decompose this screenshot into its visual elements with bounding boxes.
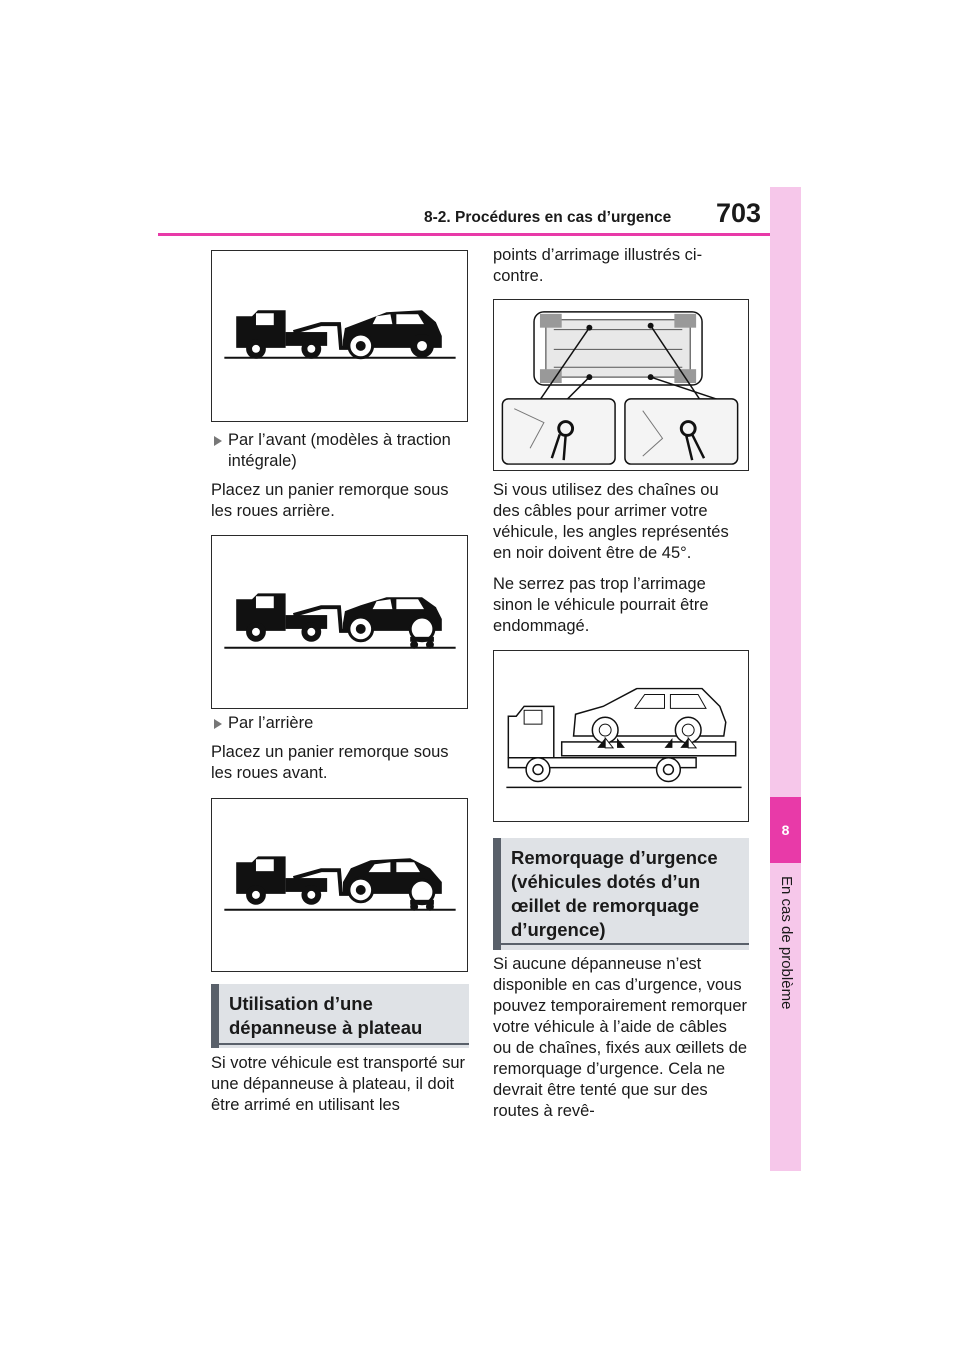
section-heading-rule (211, 1043, 469, 1045)
header-rule (158, 233, 770, 236)
section-heading-flatbed: Utilisation d’une dépanneuse à plateau (211, 984, 469, 1048)
text-emergency-towing: Si aucune dépanneuse n’est disponible en cas d’urgence, vous pouvez temporairement remorquer votre véhicule à l’aide de câbles ou de chaînes, fixés aux œillets de remorquage d’urgence. Cela ne devrait être tenté que sur des routes à revê- (493, 955, 748, 1120)
bullet-front-tow: Par l’avant (modèles à traction intégrale) (212, 430, 467, 472)
section-heading-rule-right (493, 943, 749, 945)
chapter-title-text: En cas de problème (778, 876, 795, 1010)
page-number: 703 (716, 198, 762, 228)
text-flatbed-intro: Si votre véhicule est transporté sur une dépanneuse à plateau, il doit être arrimé en utilisant les (211, 1054, 466, 1114)
chapter-side-tab (770, 187, 801, 1171)
figure-tie-down-points (493, 299, 749, 471)
text-chains-angle: Si vous utilisez des chaînes ou des câbles pour arrimer votre véhicule, les angles représentés en noir doivent être de 45°. (493, 481, 729, 562)
bullet-rear-tow: Par l’arrière (212, 713, 467, 734)
figure-tow-dolly-rear (211, 535, 468, 709)
text-tie-down-points: points d’arrimage illustrés ci-contre. (493, 246, 703, 285)
section-title: 8-2. Procédures en cas d’urgence (424, 209, 672, 226)
figure-flatbed-truck (493, 650, 749, 822)
figure-tow-dolly-front (211, 798, 468, 972)
text-do-not-overtighten: Ne serrez pas trop l’arrimage sinon le véhicule pourrait être endommagé. (493, 575, 709, 635)
chapter-number: 8 (770, 797, 801, 863)
text-rear-tow: Placez un panier remorque sous les roues avant. (211, 743, 449, 782)
section-heading-emergency-towing: Remorquage d’urgence (véhicules dotés d’un œillet de remorquage d’urgence) (493, 838, 749, 950)
figure-tow-wheel-lift-front (211, 250, 468, 422)
text-front-tow: Placez un panier remorque sous les roues arrière. (211, 481, 449, 520)
